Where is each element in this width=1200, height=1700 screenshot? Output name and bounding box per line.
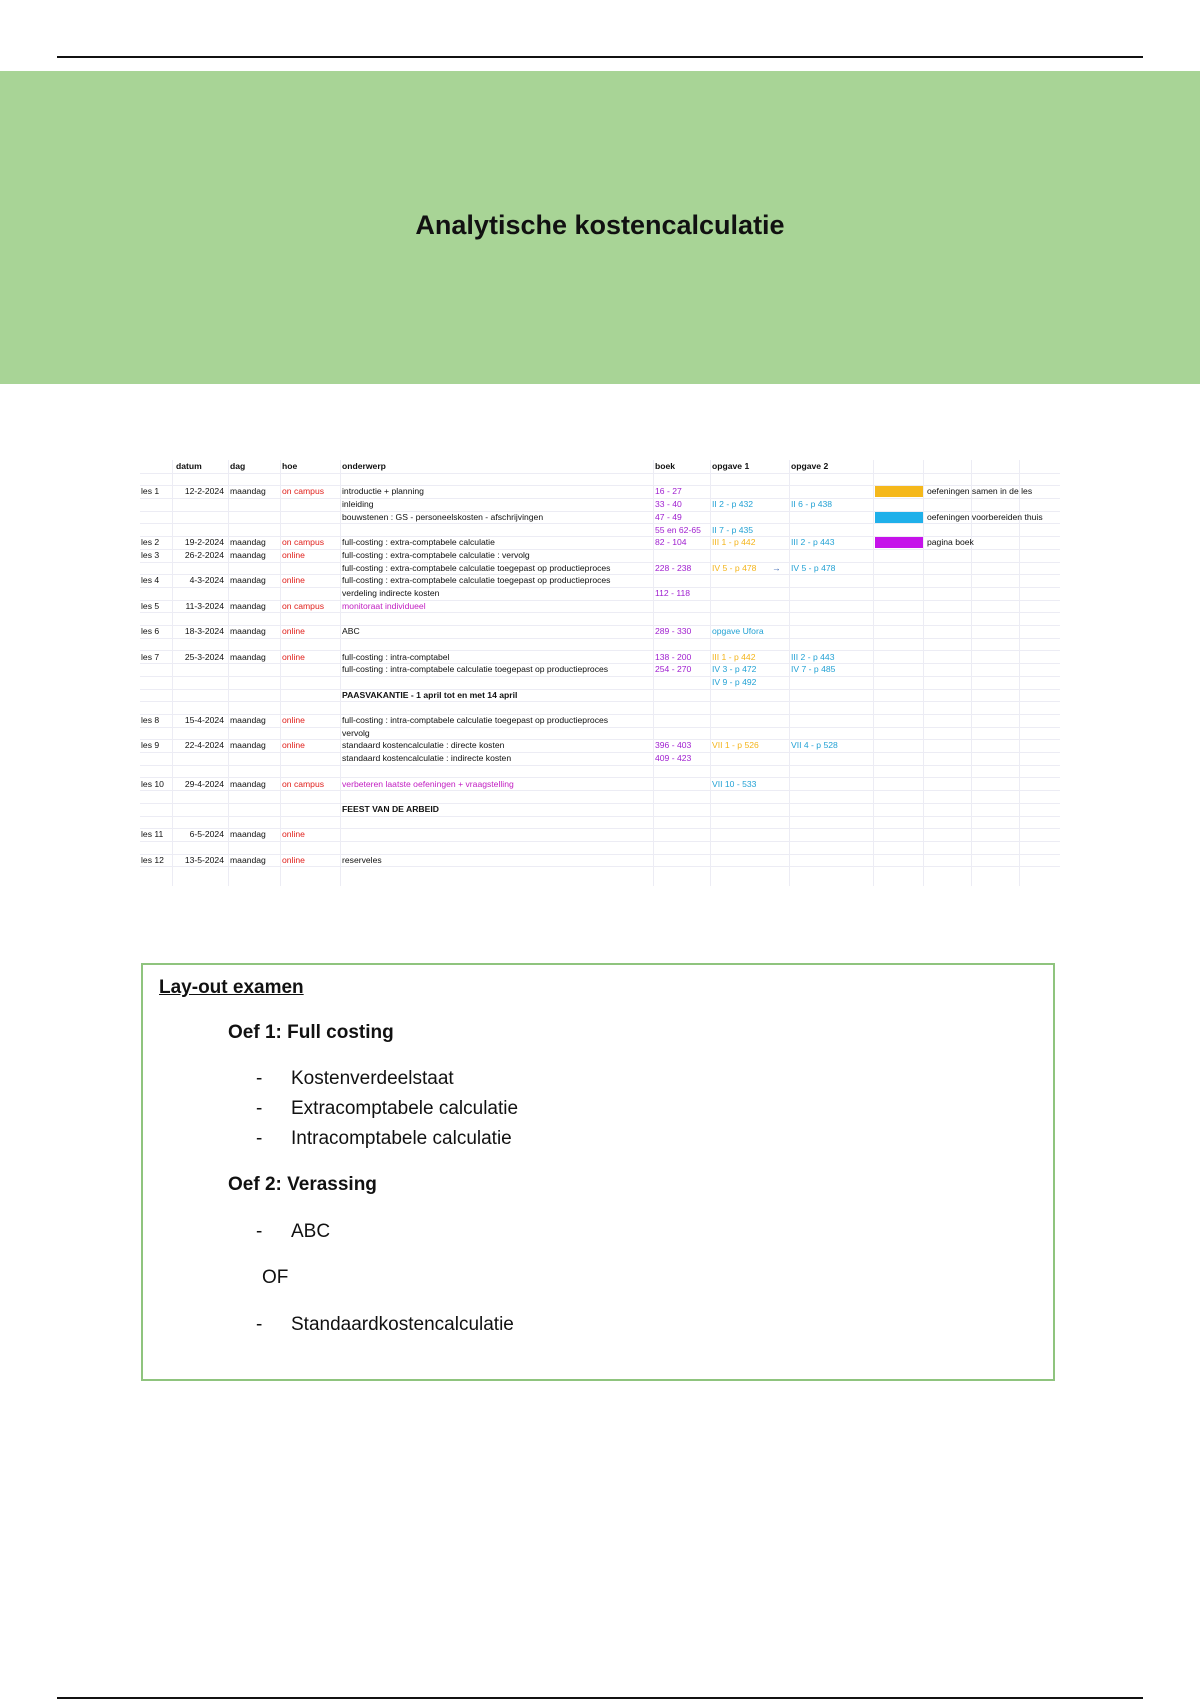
table-row bbox=[140, 498, 1060, 512]
cell-opgave2: III 2 - p 443 bbox=[791, 651, 835, 662]
cell-onderwerp: standaard kostencalculatie : directe kosten bbox=[342, 740, 505, 751]
cell-les: les 11 bbox=[141, 829, 164, 840]
legend-swatch-blue bbox=[875, 512, 923, 523]
legend-swatch-purple bbox=[875, 537, 923, 548]
cell-datum: 11-3-2024 bbox=[185, 600, 224, 611]
cell-onderwerp: vervolg bbox=[342, 727, 370, 738]
legend-item-orange bbox=[140, 485, 1060, 498]
header-opgave2: opgave 2 bbox=[791, 461, 829, 471]
cell-opgave1: IV 9 - p 492 bbox=[712, 676, 757, 687]
cell-dag: maandag bbox=[230, 626, 266, 637]
table-row bbox=[140, 676, 1060, 690]
cell-onderwerp: inleiding bbox=[342, 499, 374, 510]
cell-dag: maandag bbox=[230, 778, 266, 789]
table-row bbox=[140, 524, 1060, 538]
cell-opgave1: VII 10 - 533 bbox=[712, 778, 757, 789]
cell-datum: 18-3-2024 bbox=[184, 626, 224, 637]
cell-boek: 55 en 62-65 bbox=[655, 524, 701, 535]
cell-boek: 138 - 200 bbox=[655, 651, 692, 662]
cell-opgave1: opgave Ufora bbox=[712, 626, 764, 637]
cell-hoe: online bbox=[282, 740, 305, 751]
cell-onderwerp: standaard kostencalculatie : indirecte kosten bbox=[342, 753, 512, 764]
cell-hoe: on campus bbox=[282, 486, 325, 497]
cell-opgave1: II 2 - p 432 bbox=[712, 499, 754, 510]
cell-datum: 25-3-2024 bbox=[184, 651, 224, 662]
cell-boek: 396 - 403 bbox=[655, 740, 692, 751]
cell-onderwerp: ABC bbox=[342, 626, 360, 637]
cell-opgave2: IV 5 - p 478 bbox=[791, 562, 836, 573]
header-boek: boek bbox=[655, 461, 676, 471]
header-hoe: hoe bbox=[282, 461, 298, 471]
cell-opgave2: VII 4 - p 528 bbox=[791, 740, 838, 751]
cell-opgave1: III 1 - p 442 bbox=[712, 651, 756, 662]
cell-boek: 82 - 104 bbox=[655, 537, 687, 548]
cell-boek: 289 - 330 bbox=[655, 626, 692, 637]
cell-opgave2: IV 7 - p 485 bbox=[791, 664, 836, 675]
table-row bbox=[140, 727, 1060, 741]
cell-boek: 33 - 40 bbox=[655, 499, 682, 510]
legend-item-blue bbox=[140, 511, 1060, 524]
legend-swatch-orange bbox=[875, 486, 923, 497]
cell-dag: maandag bbox=[230, 829, 266, 840]
or-label: OF bbox=[262, 1267, 289, 1288]
table-row bbox=[140, 790, 1060, 804]
table-row bbox=[140, 587, 1060, 601]
list-item-text: Intracomptabele calculatie bbox=[291, 1128, 512, 1149]
bullet-dash: - bbox=[256, 1314, 263, 1335]
bullet-dash: - bbox=[256, 1068, 263, 1089]
table-row bbox=[140, 562, 1060, 576]
page-title: Analytische kostencalculatie bbox=[415, 210, 785, 240]
cell-boek: 254 - 270 bbox=[655, 664, 692, 675]
cell-boek: 112 - 118 bbox=[655, 588, 691, 598]
table-row bbox=[140, 701, 1060, 715]
cell-onderwerp: FEEST VAN DE ARBEID bbox=[342, 803, 439, 814]
cell-onderwerp: full-costing : intra-comptabele calculatie toegepast op productieproces bbox=[342, 715, 609, 725]
header-datum: datum bbox=[176, 461, 202, 471]
cell-opgave1: VII 1 - p 526 bbox=[712, 740, 759, 751]
cell-onderwerp: PAASVAKANTIE - 1 april tot en met 14 april bbox=[342, 689, 518, 700]
header-onderwerp: onderwerp bbox=[342, 461, 386, 471]
title-banner bbox=[0, 71, 1200, 384]
table-row bbox=[140, 600, 1060, 614]
table-row bbox=[140, 828, 1060, 842]
schedule-spreadsheet bbox=[140, 460, 1060, 890]
oef2-title: Oef 2: Verassing bbox=[228, 1174, 377, 1195]
cell-dag: maandag bbox=[230, 854, 266, 865]
cell-hoe: online bbox=[282, 854, 305, 865]
list-item-text: Kostenverdeelstaat bbox=[291, 1068, 454, 1089]
table-row bbox=[140, 739, 1060, 753]
table-row bbox=[140, 778, 1060, 792]
cell-hoe: online bbox=[282, 626, 305, 637]
table-row bbox=[140, 638, 1060, 652]
cell-hoe: online bbox=[282, 829, 305, 840]
cell-dag: maandag bbox=[230, 600, 266, 611]
cell-dag: maandag bbox=[230, 715, 266, 725]
cell-les: les 1 bbox=[141, 486, 160, 497]
table-row bbox=[140, 689, 1060, 703]
cell-opgave1: IV 3 - p 472 bbox=[712, 664, 757, 675]
cell-hoe: online bbox=[282, 651, 305, 662]
cell-datum: 12-2-2024 bbox=[184, 486, 224, 497]
cell-onderwerp: full-costing : extra-comptabele calculatie toegepast op productieproces bbox=[342, 575, 611, 586]
cell-onderwerp: full-costing : extra-comptabele calculatie bbox=[342, 537, 495, 548]
exam-title: Lay-out examen bbox=[159, 977, 304, 998]
table-row bbox=[140, 714, 1060, 728]
table-row bbox=[140, 651, 1060, 665]
cell-onderwerp: monitoraat individueel bbox=[342, 600, 426, 611]
table-row bbox=[140, 663, 1060, 677]
cell-hoe: online bbox=[282, 549, 305, 560]
table-row bbox=[140, 473, 1060, 487]
cell-les: les 2 bbox=[141, 537, 160, 548]
list-item-text: Standaardkostencalculatie bbox=[291, 1314, 514, 1335]
cell-boek: 228 - 238 bbox=[655, 562, 692, 573]
cell-dag: maandag bbox=[230, 740, 266, 751]
cell-datum: 26-2-2024 bbox=[184, 549, 224, 560]
cell-dag: maandag bbox=[230, 537, 266, 548]
cell-datum: 15-4-2024 bbox=[184, 715, 224, 725]
cell-les: les 3 bbox=[141, 549, 160, 560]
legend-label: oefeningen voorbereiden thuis bbox=[927, 511, 1043, 522]
table-row bbox=[140, 549, 1060, 563]
table-row bbox=[140, 803, 1060, 817]
cell-hoe: on campus bbox=[282, 537, 325, 548]
bullet-dash: - bbox=[256, 1128, 263, 1149]
legend-item-purple bbox=[140, 536, 1060, 549]
cell-hoe: on campus bbox=[282, 778, 325, 789]
cell-onderwerp: verdeling indirecte kosten bbox=[342, 588, 440, 598]
cell-opgave1: III 1 - p 442 bbox=[712, 537, 756, 548]
cell-les: les 7 bbox=[141, 651, 160, 662]
table-row bbox=[140, 765, 1060, 779]
cell-boek: 47 - 49 bbox=[655, 511, 682, 522]
cell-datum: 19-2-2024 bbox=[184, 537, 224, 548]
footer-rule bbox=[57, 1697, 1143, 1699]
cell-hoe: online bbox=[282, 715, 305, 725]
cell-dag: maandag bbox=[230, 651, 266, 662]
legend-label: pagina boek bbox=[927, 537, 974, 548]
cell-boek: 409 - 423 bbox=[655, 753, 692, 764]
cell-datum: 6-5-2024 bbox=[189, 829, 224, 840]
table-header bbox=[140, 460, 1060, 474]
legend-label: oefeningen samen in de les bbox=[927, 486, 1033, 497]
exam-layout-box bbox=[141, 963, 1055, 1381]
cell-onderwerp: full-costing : intra-comptabel bbox=[342, 651, 450, 662]
cell-onderwerp: bouwstenen : GS - personeelskosten - afschrijvingen bbox=[342, 511, 544, 522]
cell-onderwerp: full-costing : extra-comptabele calculatie : vervolg bbox=[342, 549, 530, 560]
cell-les: les 6 bbox=[141, 626, 160, 637]
cell-les: les 9 bbox=[141, 740, 160, 751]
header-dag: dag bbox=[230, 461, 246, 471]
table-row bbox=[140, 574, 1060, 588]
header-rule bbox=[57, 56, 1143, 58]
cell-onderwerp: full-costing : extra-comptabele calculatie toegepast op productieproces bbox=[342, 562, 611, 573]
table-row bbox=[140, 854, 1060, 868]
cell-les: les 12 bbox=[141, 854, 164, 865]
table-row bbox=[140, 816, 1060, 830]
table-row bbox=[140, 752, 1060, 766]
oef1-title: Oef 1: Full costing bbox=[228, 1022, 394, 1043]
cell-datum: 13-5-2024 bbox=[184, 854, 224, 865]
cell-onderwerp: introductie + planning bbox=[342, 486, 424, 497]
cell-onderwerp: verbeteren laatste oefeningen + vraagstelling bbox=[342, 778, 514, 789]
arrow-right-icon: → bbox=[772, 562, 781, 573]
bullet-dash: - bbox=[256, 1098, 263, 1119]
bullet-dash: - bbox=[256, 1221, 263, 1242]
header-opgave1: opgave 1 bbox=[712, 461, 750, 471]
cell-datum: 22-4-2024 bbox=[184, 740, 224, 751]
table-row bbox=[140, 625, 1060, 639]
cell-onderwerp: full-costing : intra-comptabele calculatie toegepast op productieproces bbox=[342, 664, 609, 675]
cell-hoe: online bbox=[282, 575, 305, 586]
cell-dag: maandag bbox=[230, 575, 266, 586]
cell-opgave1: II 7 - p 435 bbox=[712, 524, 754, 535]
cell-boek: 16 - 27 bbox=[655, 486, 682, 497]
cell-dag: maandag bbox=[230, 486, 266, 497]
table-row bbox=[140, 841, 1060, 855]
cell-onderwerp: reserveles bbox=[342, 854, 382, 865]
cell-les: les 8 bbox=[141, 715, 160, 725]
list-item-text: ABC bbox=[291, 1221, 331, 1242]
list-item-text: Extracomptabele calculatie bbox=[291, 1098, 519, 1119]
cell-les: les 10 bbox=[141, 778, 164, 789]
table-row bbox=[140, 612, 1060, 626]
cell-hoe: on campus bbox=[282, 600, 325, 611]
cell-les: les 4 bbox=[141, 575, 160, 586]
cell-opgave2: II 6 - p 438 bbox=[791, 499, 833, 510]
cell-datum: 4-3-2024 bbox=[189, 575, 224, 586]
cell-opgave2: III 2 - p 443 bbox=[791, 537, 835, 548]
cell-dag: maandag bbox=[230, 549, 266, 560]
cell-datum: 29-4-2024 bbox=[184, 778, 224, 789]
cell-opgave1: IV 5 - p 478 bbox=[712, 562, 757, 573]
cell-les: les 5 bbox=[141, 600, 160, 611]
